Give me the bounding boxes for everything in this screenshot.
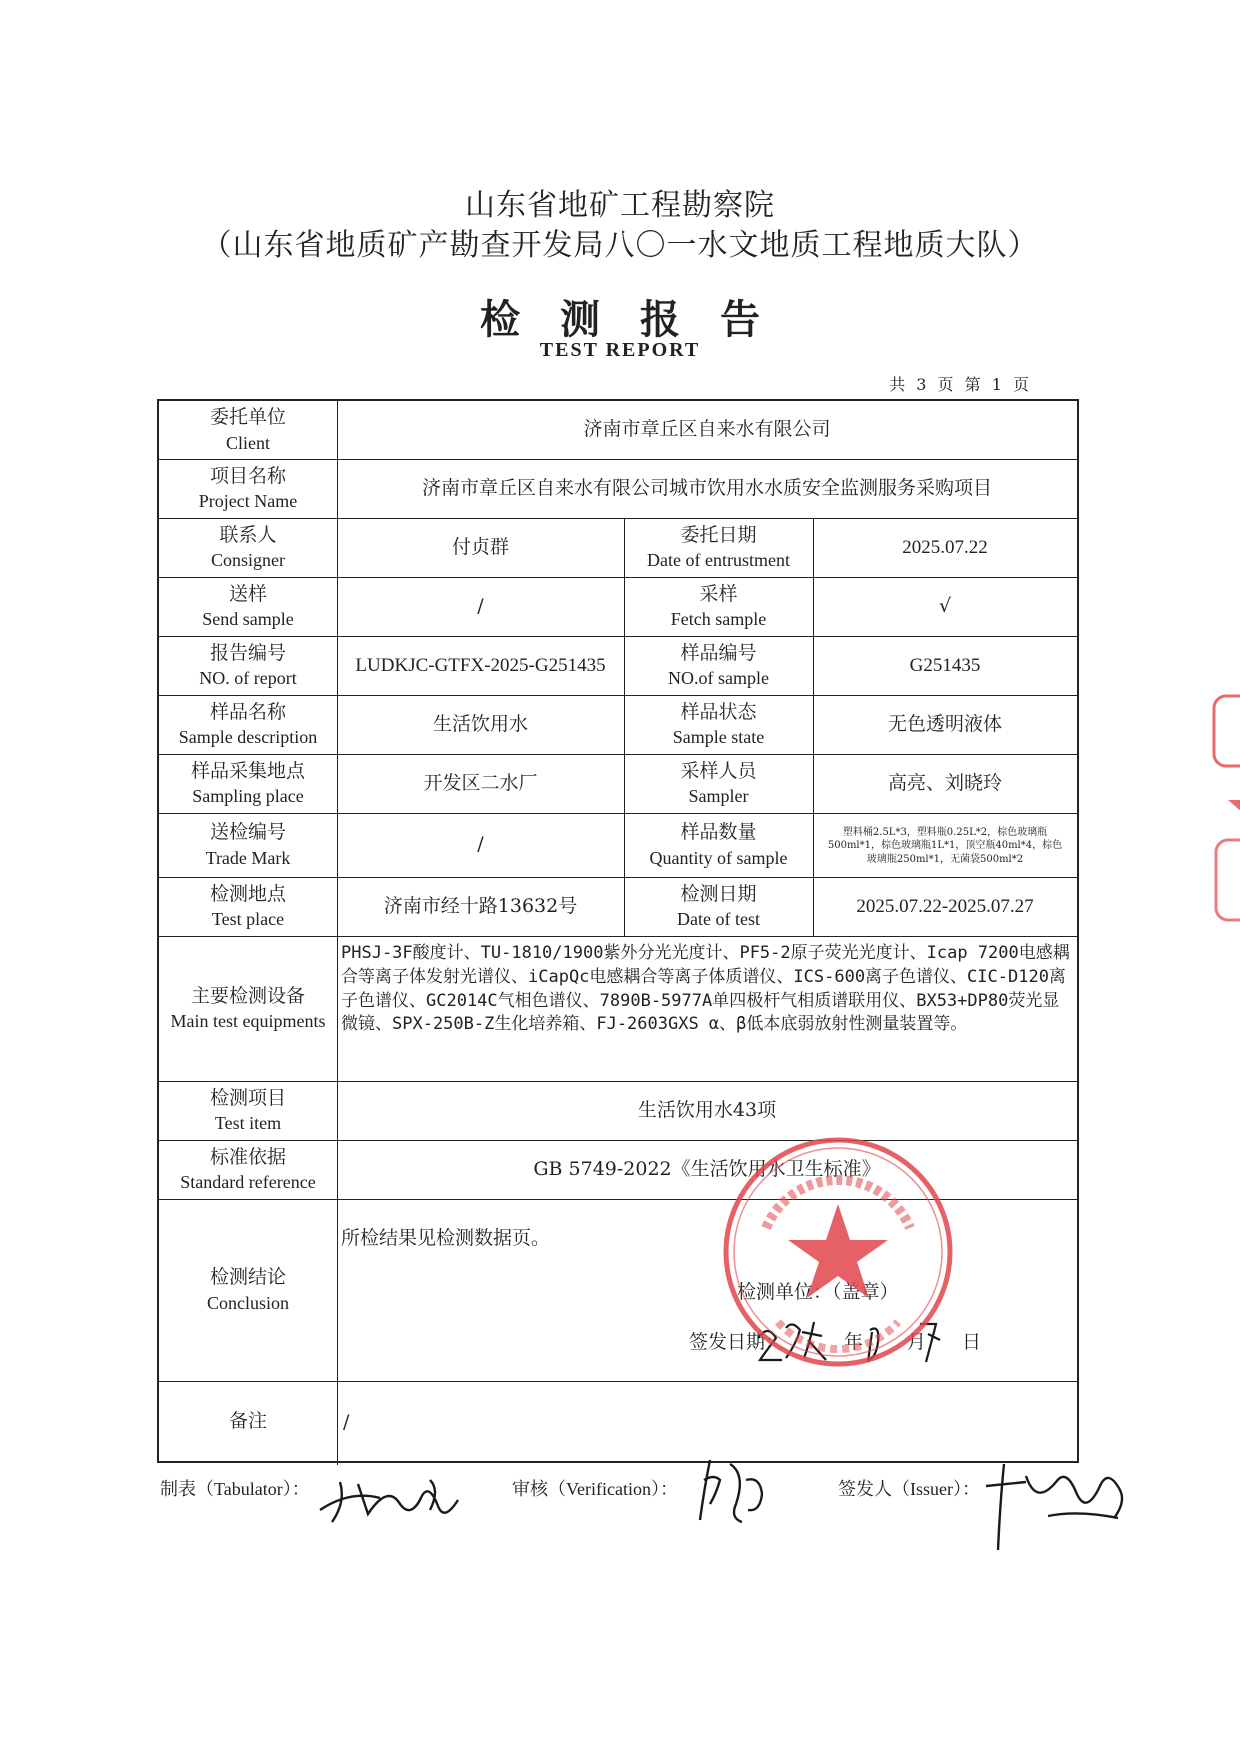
page-counter: 共 3 页 第 1 页 bbox=[889, 375, 1032, 394]
conclusion-label: 检测结论 Conclusion bbox=[206, 1266, 289, 1313]
issuer-signature bbox=[978, 1456, 1148, 1556]
organization-subname: （山东省地质矿产勘查开发局八〇一水文地质工程地质大队） bbox=[201, 228, 1039, 263]
sample-state-label: 样品状态 Sample state bbox=[672, 700, 765, 748]
verification-signature bbox=[690, 1450, 790, 1530]
quantity-label: 样品数量 Quantity of sample bbox=[649, 821, 788, 868]
side-seal-stamp bbox=[1210, 690, 1240, 930]
test-place-value: 济南市经十路13632号 bbox=[383, 894, 578, 917]
sample-no-value: G251435 bbox=[909, 654, 981, 676]
consigner-label: 联系人 Consigner bbox=[211, 523, 285, 571]
entrust-date-value: 2025.07.22 bbox=[902, 536, 988, 558]
trade-mark-label: 送检编号 Trade Mark bbox=[205, 821, 291, 868]
sampling-place-value: 开发区二水厂 bbox=[423, 771, 538, 794]
standard-label: 标准依据 Standard reference bbox=[180, 1145, 316, 1193]
tabulator-signature bbox=[310, 1462, 490, 1532]
sample-desc-value: 生活饮用水 bbox=[432, 712, 528, 735]
report-no-value: LUDKJC-GTFX-2025-G251435 bbox=[355, 654, 606, 676]
sampler-label: 采样人员 Sampler bbox=[680, 759, 757, 807]
test-date-value: 2025.07.22-2025.07.27 bbox=[856, 895, 1034, 917]
test-item-value: 生活饮用水43项 bbox=[637, 1098, 777, 1121]
project-name-label: 项目名称 Project Name bbox=[198, 464, 298, 512]
test-date-label: 检测日期 Date of test bbox=[677, 882, 760, 930]
verification-label: 审核（Verification）： bbox=[512, 1479, 678, 1499]
send-sample-label: 送样 Send sample bbox=[202, 582, 294, 630]
client-value: 济南市章丘区自来水有限公司 bbox=[583, 418, 831, 441]
report-no-label: 报告编号 NO. of report bbox=[199, 641, 297, 689]
equipment-label: 主要检测设备 Main test equipments bbox=[170, 984, 326, 1032]
conclusion-text: 所检结果见检测数据页。 bbox=[341, 1227, 551, 1249]
sampling-place-label: 样品采集地点 Sampling place bbox=[190, 759, 305, 807]
fetch-sample-value: √ bbox=[938, 594, 952, 617]
issue-date-line: 签发日期： 年 月 日 bbox=[689, 1331, 982, 1353]
issuer-label: 签发人（Issuer）： bbox=[838, 1479, 980, 1499]
quantity-value: 塑料桶2.5L*3，塑料瓶0.25L*2，棕色玻璃瓶500ml*1，棕色玻璃瓶1L*1，顶空瓶40ml*4，棕色玻璃瓶250ml*1，无菌袋500ml*2 bbox=[827, 826, 1063, 865]
consigner-value: 付贞群 bbox=[451, 535, 509, 558]
send-sample-value: / bbox=[477, 594, 484, 617]
trade-mark-value: / bbox=[477, 833, 484, 856]
test-place-label: 检测地点 Test place bbox=[209, 882, 286, 930]
project-name-value: 济南市章丘区自来水有限公司城市饮用水水质安全监测服务采购项目 bbox=[421, 476, 992, 499]
remarks-value: / bbox=[343, 1411, 350, 1433]
remarks-label: 备注 bbox=[228, 1410, 267, 1433]
sample-state-value: 无色透明液体 bbox=[887, 712, 1002, 735]
equipment-value: PHSJ-3F酸度计、TU-1810/1900紫外分光光度计、PF5-2原子荧光光度计、Icap 7200电感耦合等离子体发射光谱仪、iCapQc电感耦合等离子体质谱仪、ICS-600离子色谱仪、CIC-D120离子色谱仪、GC2014C气相色谱仪、7890B-5977A单四极杆气相质谱联用仪、BX53+DP80荧光显微镜、SPX-250B-Z生化培养箱、FJ-2603GXS α、β低本底弱放射性测量装置等。 bbox=[341, 943, 1070, 1035]
entrust-date-label: 委托日期 Date of entrustment bbox=[647, 523, 790, 571]
organization-name: 山东省地矿工程勘察院 bbox=[465, 188, 775, 223]
report-title-cn: 检测报告 bbox=[480, 296, 800, 343]
report-title-en: TEST REPORT bbox=[539, 339, 701, 361]
client-label: 委托单位 Client bbox=[209, 406, 286, 453]
sample-no-label: 样品编号 NO.of sample bbox=[668, 641, 769, 689]
standard-value: GB 5749-2022《生活饮用水卫生标准》 bbox=[533, 1157, 881, 1180]
sampler-value: 高亮、刘晓玲 bbox=[887, 771, 1002, 794]
test-item-label: 检测项目 Test item bbox=[209, 1086, 286, 1134]
fetch-sample-label: 采样 Fetch sample bbox=[670, 582, 767, 630]
test-unit-seal-line: 检测单位：（盖章） bbox=[737, 1281, 899, 1303]
tabulator-label: 制表（Tabulator）： bbox=[160, 1479, 310, 1499]
official-seal-stamp bbox=[718, 1132, 958, 1372]
sample-desc-label: 样品名称 Sample description bbox=[178, 700, 318, 748]
